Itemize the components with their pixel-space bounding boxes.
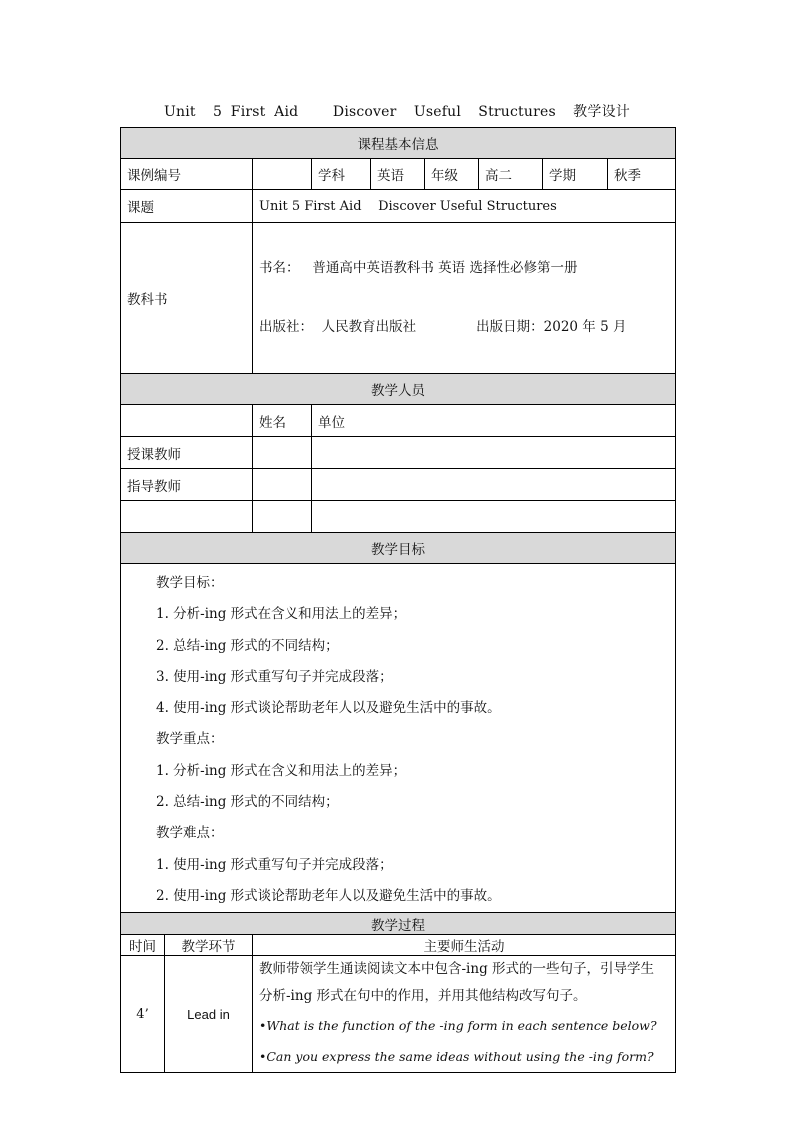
staff-header: 教学人员 xyxy=(121,374,676,405)
staff-role xyxy=(121,501,253,533)
staff-unit xyxy=(312,501,676,533)
objective-item: 1. 分析-ing 形式在含义和用法上的差异； xyxy=(156,606,407,623)
col-activity-header: 主要师生活动 xyxy=(253,935,676,956)
key-point-item: 2. 总结-ing 形式的不同结构； xyxy=(156,794,339,811)
staff-role: 授课教师 xyxy=(121,437,253,469)
table-row xyxy=(121,501,676,533)
activity-text: 分析-ing 形式在句中的作用，并用其他结构改写句子。 xyxy=(259,988,587,1005)
textbook-info xyxy=(253,223,676,374)
table-row xyxy=(121,956,676,1073)
staff-name xyxy=(253,469,312,501)
book-name-line: 书名： 普通高中英语教科书 英语 选择性必修第一册 xyxy=(259,260,578,276)
objective-item: 3. 使用-ing 形式重写句子并完成段落； xyxy=(156,668,393,685)
activity-text: 教师带领学生通读阅读文本中包含-ing 形式的一些句子，引导学生 xyxy=(259,961,655,978)
case-no-value xyxy=(253,159,312,190)
objective-item: 2. 总结-ing 形式的不同结构； xyxy=(156,637,339,654)
staff-name-header: 姓名 xyxy=(253,405,312,437)
case-no-label: 课例编号 xyxy=(121,159,253,190)
objectives-heading: 教学目标： xyxy=(156,575,224,591)
term-value: 秋季 xyxy=(608,159,676,190)
staff-unit xyxy=(312,469,676,501)
staff-corner-cell xyxy=(121,405,253,437)
difficult-points-heading: 教学难点： xyxy=(156,825,224,842)
publisher-line: 出版社： 人民教育出版社 出版日期：2020 年 5 月 xyxy=(259,319,627,335)
activity-question: •What is the function of the -ing form in each sentence below? xyxy=(259,1018,657,1034)
term-label: 学期 xyxy=(543,159,608,190)
basic-info-header: 课程基本信息 xyxy=(121,128,676,159)
process-activity xyxy=(253,956,676,1073)
grade-value: 高二 xyxy=(479,159,543,190)
table-row xyxy=(121,437,676,469)
col-time-header: 时间 xyxy=(121,935,165,956)
difficult-point-item: 2. 使用-ing 形式谈论帮助老年人以及避免生活中的事故。 xyxy=(156,887,501,904)
staff-unit-header: 单位 xyxy=(312,405,676,437)
key-points-heading: 教学重点： xyxy=(156,731,224,748)
lesson-plan-table xyxy=(120,127,676,1073)
staff-name xyxy=(253,437,312,469)
process-header: 教学过程 xyxy=(121,913,676,935)
objective-item: 4. 使用-ing 形式谈论帮助老年人以及避免生活中的事故。 xyxy=(156,700,501,717)
goals-content xyxy=(121,564,676,913)
grade-label: 年级 xyxy=(425,159,479,190)
activity-question: •Can you express the same ideas without using the -ing form? xyxy=(259,1049,654,1065)
staff-unit xyxy=(312,437,676,469)
process-stage: Lead in xyxy=(165,956,253,1073)
key-point-item: 1. 分析-ing 形式在含义和用法上的差异； xyxy=(156,762,407,779)
table-row xyxy=(121,469,676,501)
staff-name xyxy=(253,501,312,533)
topic-value: Unit 5 First Aid Discover Useful Structures xyxy=(253,190,676,223)
textbook-label: 教科书 xyxy=(121,223,253,374)
col-stage-header: 教学环节 xyxy=(165,935,253,956)
subject-label: 学科 xyxy=(312,159,371,190)
staff-role: 指导教师 xyxy=(121,469,253,501)
process-time: 4’ xyxy=(121,956,165,1073)
topic-label: 课题 xyxy=(121,190,253,223)
difficult-point-item: 1. 使用-ing 形式重写句子并完成段落； xyxy=(156,856,393,873)
goals-header: 教学目标 xyxy=(121,533,676,564)
document-title: Unit 5 First Aid Discover Useful Structures 教学设计 xyxy=(164,104,630,120)
subject-value: 英语 xyxy=(371,159,425,190)
